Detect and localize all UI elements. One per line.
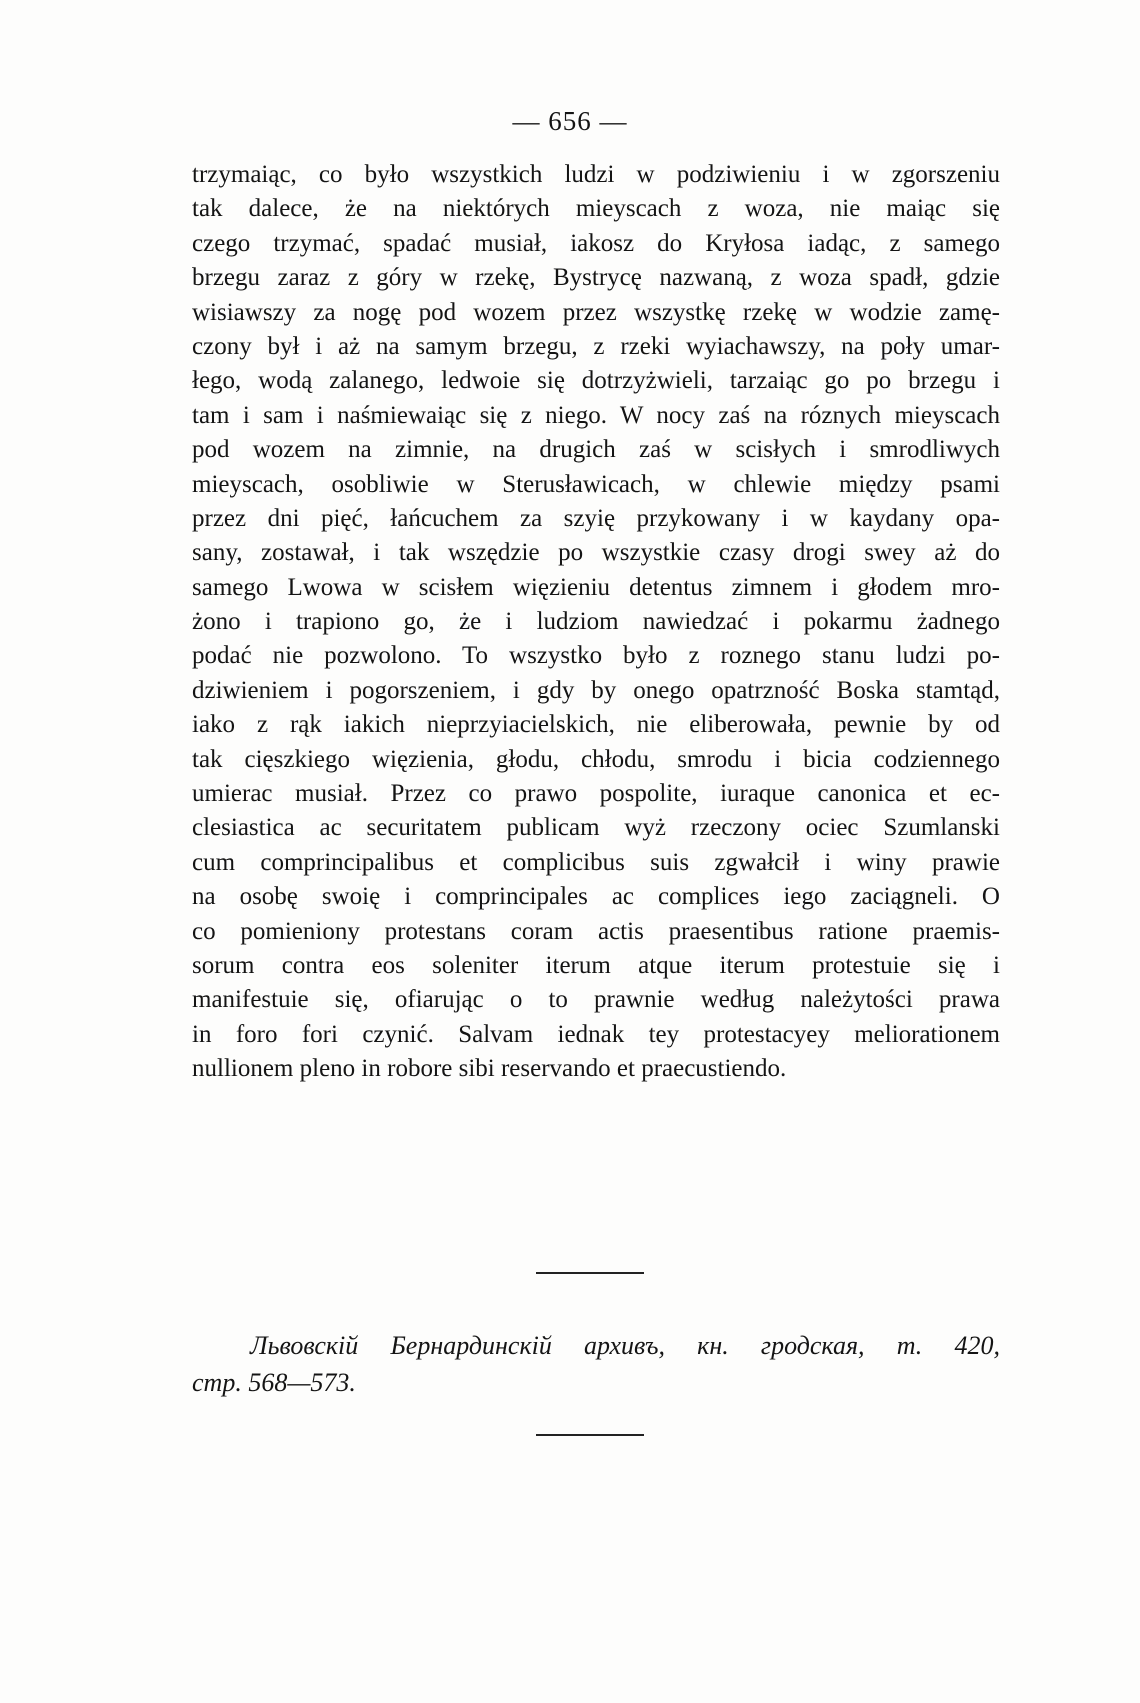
text-line: trzymaiąc, co było wszystkich ludzi w podziwieniu i w zgorszeniu bbox=[192, 161, 1000, 188]
text-line: dziwieniem i pogorszeniem, i gdy by onego opatrzność Boska stamtąd, bbox=[192, 676, 1000, 704]
text-line: cum comprincipalibus et complicibus suis zgwałcił i winy prawie bbox=[192, 848, 1000, 876]
text-line: co pomieniony protestans coram actis praesentibus ratione praemis- bbox=[192, 917, 1000, 945]
text-line: umierac musiał. Przez co prawo pospolite, iuraque canonica et ec- bbox=[192, 780, 1000, 808]
text-line: wisiawszy za nogę pod wozem przez wszystkę rzekę w wodzie zamę- bbox=[192, 298, 1000, 326]
text-line: sany, zostawał, i tak wszędzie po wszystkie czasy drogi swey aż do bbox=[192, 539, 1000, 567]
text-line: brzegu zaraz z góry w rzekę, Bystrycę nazwaną, z woza spadł, gdzie bbox=[192, 264, 1000, 292]
text-line: tam i sam i naśmiewaiąc się z niego. W nocy zaś na róznych mieyscach bbox=[192, 401, 1000, 429]
text-line: in foro fori czynić. Salvam iednak tey protestacyey meliorationem bbox=[192, 1020, 1000, 1048]
text-line: żono i trapiono go, że i ludziom nawiedzać i pokarmu żadnego bbox=[192, 608, 1000, 636]
citation-line: Львовскій Бернардинскій архивъ, кн. гродская, т. 420, bbox=[250, 1331, 1000, 1360]
page-number: — 656 — bbox=[512, 106, 628, 136]
text-line: łego, wodą zalanego, ledwoie się dotrzyżwieli, tarzaiąc go po brzegu i bbox=[192, 367, 1000, 395]
text-line: iako z rąk iakich nieprzyiacielskich, nie eliberowała, pewnie by od bbox=[192, 711, 1000, 739]
text-line: tak dalece, że na niektórych mieyscach z woza, nie maiąc się bbox=[192, 195, 1000, 223]
separator-rule bbox=[536, 1272, 644, 1274]
citation-line: стр. 568—573. bbox=[192, 1368, 356, 1397]
text-line: clesiastica ac securitatem publicam wyż rzeczony ociec Szumlanski bbox=[192, 814, 1000, 842]
body-text bbox=[192, 158, 1000, 1087]
text-line: sorum contra eos soleniter iterum atque iterum protestuie się i bbox=[192, 951, 1000, 979]
text-line: czony był i aż na samym brzegu, z rzeki wyiachawszy, na poły umar- bbox=[192, 332, 1000, 360]
text-line: samego Lwowa w scisłem więzieniu detentus zimnem i głodem mro- bbox=[192, 573, 1000, 601]
text-line: manifestuie się, ofiarując o to prawnie według należytości prawa bbox=[192, 986, 1000, 1014]
text-line: nullionem pleno in robore sibi reservando et praecustiendo. bbox=[192, 1055, 787, 1083]
separator-rule bbox=[536, 1434, 644, 1436]
text-line: na osobę swoię i comprincipales ac complices iego zaciągneli. O bbox=[192, 883, 1000, 911]
text-line: tak cięszkiego więzienia, głodu, chłodu, smrodu i bicia codziennego bbox=[192, 745, 1000, 773]
text-line: pod wozem na zimnie, na drugich zaś w scisłych i smrodliwych bbox=[192, 436, 1000, 464]
source-citation bbox=[192, 1327, 1000, 1401]
text-line: czego trzymać, spadać musiał, iakosz do Kryłosa iadąc, z samego bbox=[192, 229, 1000, 257]
text-line: mieyscach, osobliwie w Sterusławicach, w chlewie między psami bbox=[192, 470, 1000, 498]
text-line: podać nie pozwolono. To wszystko było z roznego stanu ludzi po- bbox=[192, 642, 1000, 670]
text-line: przez dni pięć, łańcuchem za szyię przykowany i w kaydany opa- bbox=[192, 504, 1000, 532]
